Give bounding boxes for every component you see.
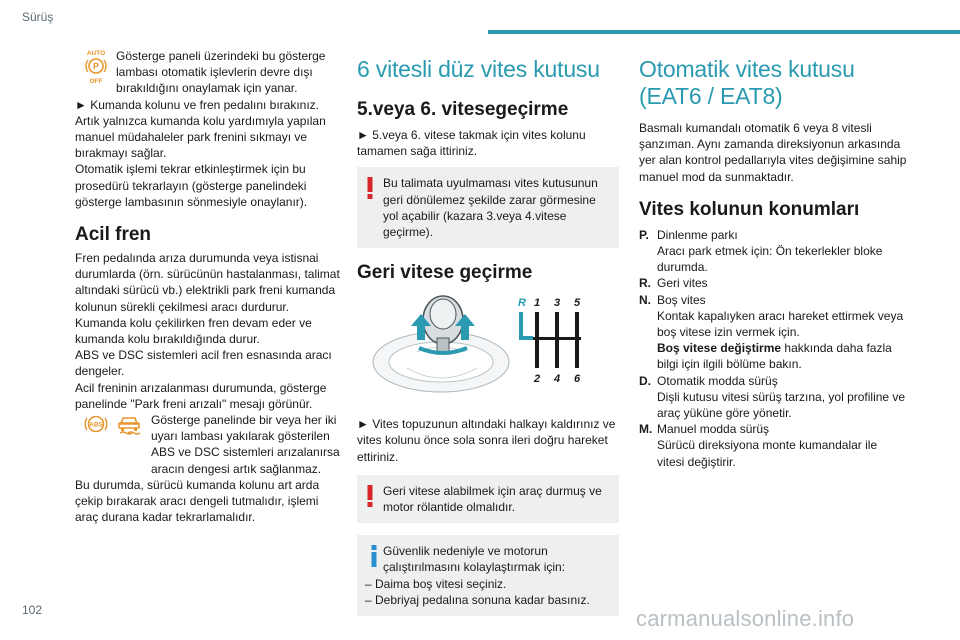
automatic-gearbox-title: Otomatik vites kutusu (EAT6 / EAT8) — [639, 56, 855, 109]
def-name: Boş vites — [657, 292, 706, 307]
warning-box-1 — [357, 167, 619, 248]
def-ref-bold: Boş vitese değiştirme — [657, 341, 782, 356]
warning-text-2: Geri vitese alabilmek için araç durmuş ve motor rölantide olmalıdır. — [383, 483, 602, 515]
fifth-sixth-gear-title: 5.veya 6. vitesegeçirme — [357, 99, 569, 120]
column-2 — [357, 48, 619, 616]
svg-text:OFF: OFF — [89, 78, 103, 84]
def-desc: Aracı park etmek için: Ön tekerlekler bloke durumda. — [657, 244, 883, 275]
def-name: Dinlenme parkı — [657, 227, 738, 242]
warning-exclamation-icon — [357, 175, 383, 199]
manual-gearbox-title: 6 vitesli düz vites kutusu — [357, 56, 600, 82]
def-ref-rest: hakkında daha fazla bilgi için ilgili bölüme bakın. — [657, 341, 892, 372]
col1-p5: Acil freninin arızalanması durumunda, gösterge panelinde "Park freni arızalı" mesajı görünür. — [75, 380, 327, 411]
column-3 — [639, 48, 907, 470]
col1-p1: ► Kumanda kolunu ve fren pedalını bırakınız. Artık yalnızca kumanda kolu yardımıyla yapılan manuel müdahaleler park frenini sıkmayı ve bırakmayı sağlar. — [75, 97, 326, 161]
def-desc: Dişli kutusu vitesi sürüş tarzına, yol profiline ve araç yüküne göre yönetir. — [657, 389, 906, 421]
def-letter: P. — [639, 227, 649, 242]
gear-lever-positions-title: Vites kolunun konumları — [639, 198, 860, 220]
abs-dsc-block — [83, 412, 340, 477]
def-desc: Sürücü direksiyona monte kumandalar ile vitesi değiştirir. — [657, 438, 878, 469]
reverse-gear-title: Geri vitese geçirme — [357, 262, 533, 284]
info-item-1: – Daima boş vitesi seçiniz. — [365, 576, 507, 591]
info-icon — [365, 543, 383, 567]
def-letter: R. — [639, 276, 651, 291]
column-1 — [75, 48, 340, 525]
auto-off-block — [82, 48, 340, 97]
dsc-skid-icon — [115, 412, 143, 443]
def-reference — [657, 340, 907, 372]
info-title: Güvenlik nedeniyle ve motorun çalıştırılmasını kolaylaştırmak için: — [383, 544, 566, 575]
abs-dsc-text: Gösterge panelinde bir veya her iki uyarı lambası yakılarak gösterilen ABS ve DSC sistemleri arızalanırsa aracın dengesi artık sağlanmaz. — [151, 413, 340, 476]
col1-p3: Fren pedalında arıza durumunda veya istisnai durumlarda (örn. sürücünün hastalanması, talimat altındaki sürücü vb.) elektrikli park freni kumanda kolunun sürekli çekilmesi aracı durdurur. Kumanda kolu çekilirken fren devam eder ve kumanda kolu bırakıldığında durur. — [75, 251, 340, 347]
gear-label-4: 4 — [554, 373, 561, 386]
warning-text-1: Bu talimata uyulmaması vites kutusunun geri dönülemez şekilde zarar görmesine yol açabilir (kazara 3.veya 4.vitese geçirme). — [383, 176, 598, 240]
info-item-2: – Debriyaj pedalına sonuna kadar basınız. — [365, 592, 590, 607]
warning-exclamation-icon — [357, 483, 383, 507]
watermark: carmanualsonline.info — [636, 606, 855, 631]
gear-label-5: 5 — [574, 297, 581, 310]
def-name: Otomatik modda sürüş — [657, 373, 778, 388]
def-letter: N. — [639, 292, 651, 307]
header-section-label: Sürüş — [22, 10, 54, 24]
def-name: Manuel modda sürüş — [657, 422, 770, 437]
def-item-n — [639, 292, 907, 373]
info-box — [357, 535, 619, 616]
gear-label-6: 6 — [574, 373, 581, 386]
gear-label-2: 2 — [534, 373, 541, 386]
page-number: 102 — [22, 603, 43, 617]
def-letter: D. — [639, 373, 651, 388]
gear-label-r: R — [518, 297, 526, 310]
def-item-d — [639, 373, 907, 422]
col1-p6: Bu durumda, sürücü kumanda kolunu art arda çekip bırakarak aracı dengeli tutmalıdır, işlemi araç durana kadar tekrarlamalıdır. — [75, 477, 320, 525]
warning-box-2 — [357, 475, 619, 523]
auto-label: AUTO — [86, 50, 106, 57]
col2-p1: ► 5.veya 6. vitese takmak için vites kolunu tamamen sağa ittiriniz. — [357, 128, 586, 159]
auto-off-text: Gösterge paneli üzerindeki bu gösterge lambası otomatik işlevlerin devre dışı bırakıldığını onaylamak için yanar. — [116, 49, 326, 96]
auto-off-parking-brake-icon — [82, 48, 110, 89]
def-item-r — [639, 275, 907, 291]
svg-text:ABS: ABS — [89, 421, 103, 429]
col1-p2: Otomatik işlemi tekrar etkinleştirmek için bu prosedürü tekrarlayın (gösterge panelindeki gösterge lambasının sönmesiyle onaylanır). — [75, 162, 308, 209]
emergency-brake-title: Acil fren — [75, 224, 152, 246]
col2-p2: ► Vites topuzunun altındaki halkayı kaldırınız ve vites kolunu önce sola sonra ileri doğru hareket ettiriniz. — [357, 417, 616, 464]
def-name: Geri vites — [657, 276, 708, 291]
svg-text:P: P — [92, 61, 100, 72]
header-accent-bar — [488, 30, 960, 34]
def-desc: Kontak kapalıyken aracı hareket ettirmek veya boş vitese izin vermek için. — [657, 308, 904, 340]
abs-warning-icon — [83, 412, 109, 441]
def-letter: M. — [639, 422, 653, 437]
col1-p4: ABS ve DSC sistemleri acil fren esnasında aracı dengeler. — [75, 348, 332, 379]
col3-intro: Basmalı kumandalı otomatik 6 veya 8 vitesli şanzıman. Aynı zamanda direksiyonun arkasında yer alan kontrol pedallarıyla vites değişimine sahip manuel mod da sunmaktadır. — [639, 121, 907, 184]
gear-label-3: 3 — [554, 297, 561, 310]
def-item-p — [639, 227, 907, 276]
def-item-m — [639, 421, 907, 470]
gear-shift-illustration — [367, 290, 619, 410]
gear-label-1: 1 — [534, 297, 541, 310]
